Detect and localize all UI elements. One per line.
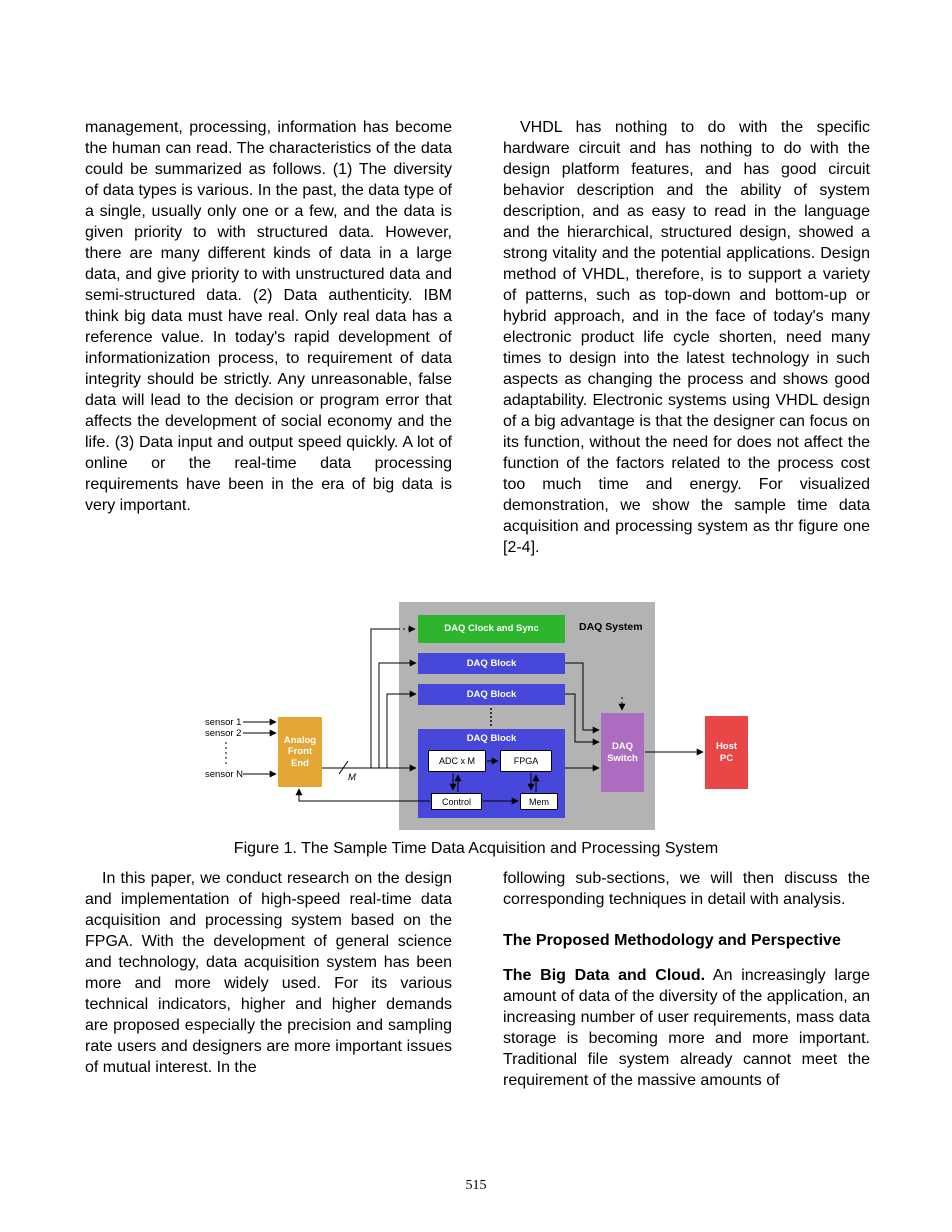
bottom-text-section (85, 868, 870, 1091)
paragraph-bold-lead-rest: An increasingly large amount of data of the diversity of the application, an increasing number of user requirements, mass data storage is becoming more and more important. Traditional file system already cannot meet the requirement of the massive amounts of (503, 967, 870, 1089)
paragraph-bold-lead: The Big Data and Cloud. (503, 967, 706, 984)
host-pc-box: Host PC (705, 716, 748, 789)
figure-caption: Figure 1. The Sample Time Data Acquisition and Processing System (233, 840, 719, 857)
sensor-2-label: sensor 2 (205, 728, 242, 739)
fpga-box: FPGA (500, 750, 552, 772)
adc-box: ADC x M (428, 750, 486, 772)
daq-diagram (181, 602, 771, 834)
daq-system-label: DAQ System (579, 621, 643, 633)
bus-width-label: M (348, 772, 356, 783)
sensor-n-label: sensor N (205, 769, 244, 780)
paragraph-left-top: management, processing, information has become the human can read. The characteristics of the data could be summarized as follows. (1) The diversity of data types is various. In the past, the data type of a single, usually only one or a few, and the data is given priority to with structured data. However, there are many different kinds of data in a large data, and give priority to with unstructured data and semi-structured data. (2) Data authenticity. IBM think big data must have real. Only real data has a reference value. In today's rapid development of informationization process, to requirement of data integrity should be strictly. Any unreasonable, false data will lead to the decision or program error that affects the development of social economy and the life. (3) Data input and output speed quickly. A lot of online or the real-time data processing requirements have been in the era of big data is very important. (85, 119, 452, 514)
daq-block-main-label: DAQ Block (466, 733, 517, 744)
sensor-1-label: sensor 1 (205, 717, 242, 728)
daq-clock-sync-box: DAQ Clock and Sync (418, 615, 565, 643)
daq-block-1-box: DAQ Block (418, 653, 565, 674)
top-text-section (85, 117, 870, 558)
daq-switch-box: DAQ Switch (601, 713, 644, 792)
section-heading: The Proposed Methodology and Perspective (503, 932, 841, 949)
daq-block-2-box: DAQ Block (418, 684, 565, 705)
paragraph-left-bottom: In this paper, we conduct research on the design and implementation of high-speed real-time data acquisition and processing system based on the FPGA. With the development of general science and technology, data acquisition system has been more and more widely used. For its various technical indicators, higher and higher demands are proposed especially the precision and sampling rate users and designers are more important issues of mutual interest. In the (85, 870, 452, 1076)
mem-box: Mem (520, 793, 558, 810)
paragraph-right-top: VHDL has nothing to do with the specific hardware circuit and has nothing to do with the design platform features, and has good circuit behavior description and the ability of system description, and as easy to read in the language and the hierarchical, structured design, showed a strong vitality and the potential applications. Design method of VHDL, therefore, is to support a variety of patterns, such as top-down and bottom-up or hybrid approach, and in the face of today's many electronic product life cycle shorten, need many times to design into the latest technology in such aspects as changing the process and shows good adaptability. Electronic systems using VHDL design of a big advantage is that the designer can focus on its function, without the need for does not affect the function of the factors related to the process cost too much time and energy. For visualized demonstration, we show the sample time data acquisition and processing system as thr figure one [2-4]. (503, 119, 870, 556)
right-bottom-column (503, 868, 870, 1091)
analog-front-end-box: Analog Front End (278, 717, 322, 787)
more-blocks-ellipsis (490, 708, 492, 726)
paragraph-right-bottom-1: following sub-sections, we will then discuss the corresponding techniques in detail with analysis. (503, 870, 870, 908)
page-number: 515 (465, 1178, 487, 1193)
paragraph-right-bottom-2 (503, 965, 870, 1091)
control-box: Control (431, 793, 482, 810)
figure-1 (0, 602, 952, 858)
